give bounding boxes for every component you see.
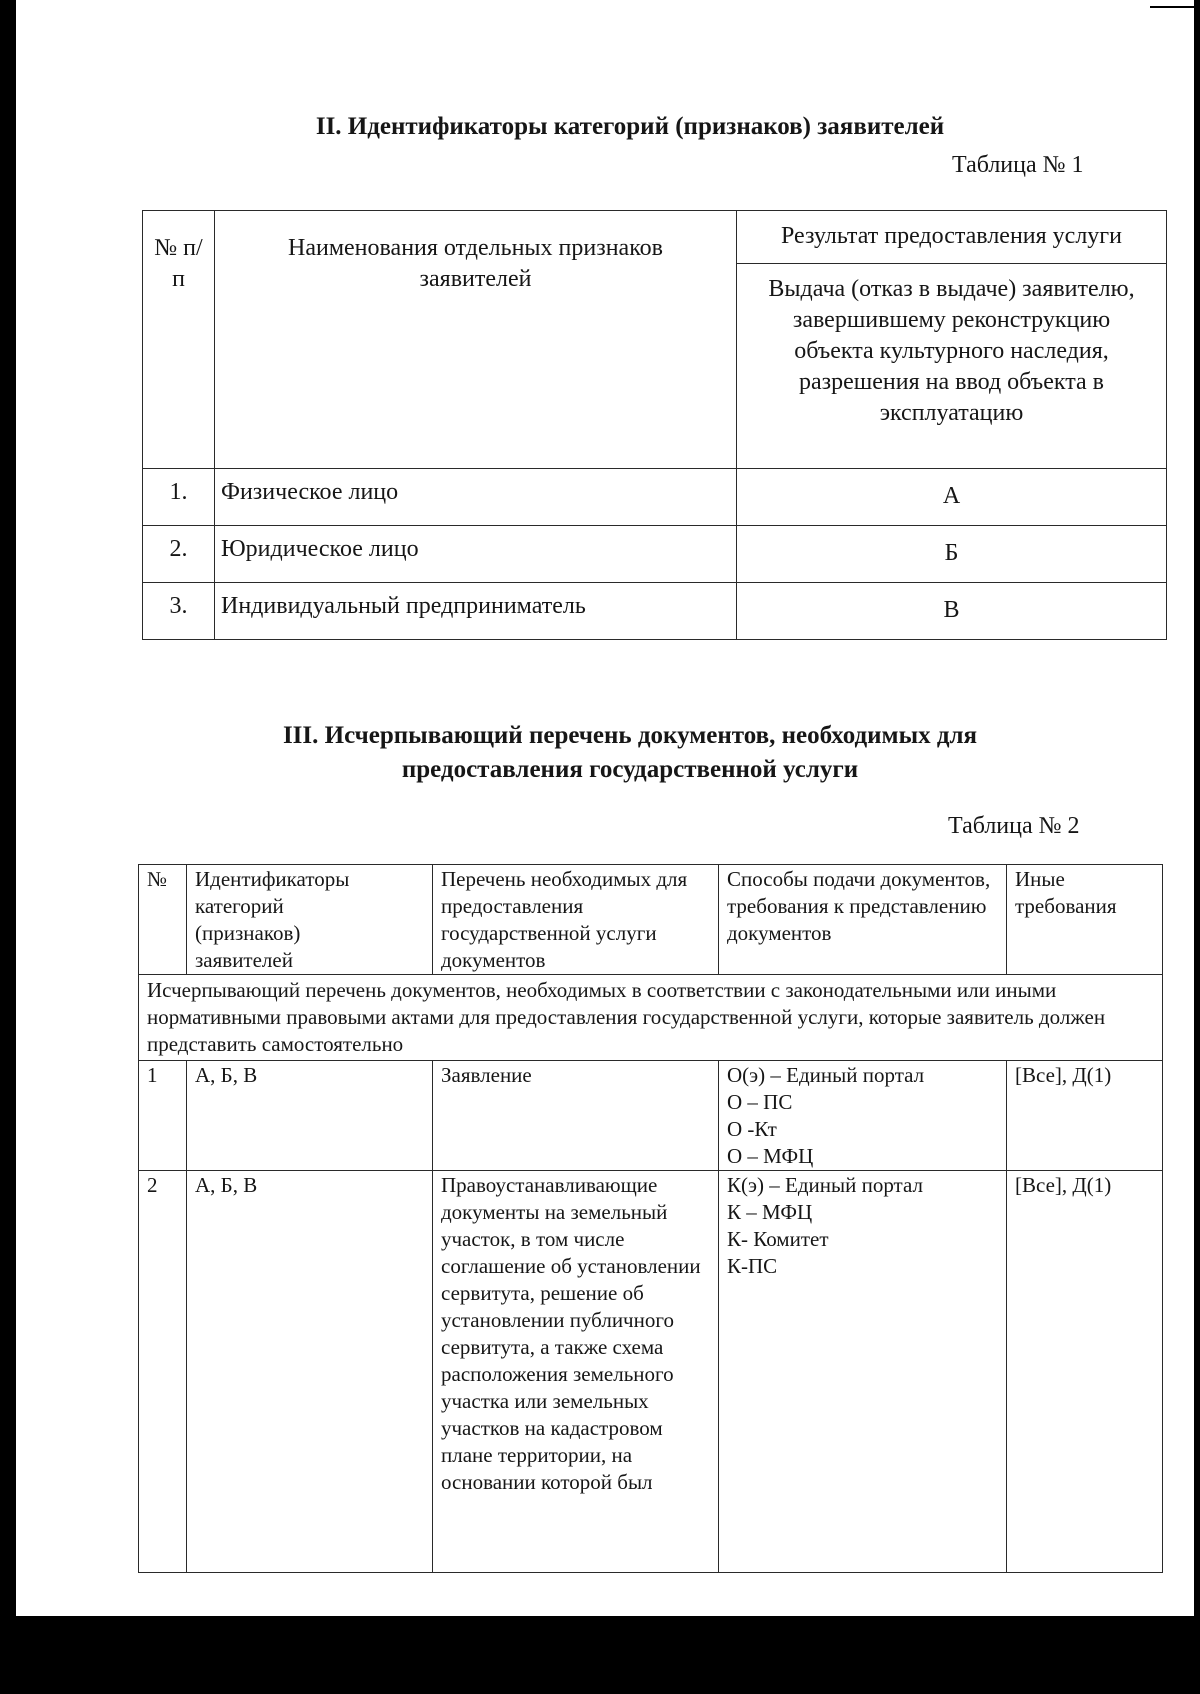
table-row — [139, 1061, 1163, 1171]
category-code: Б — [737, 526, 1167, 583]
row-number: 1 — [139, 1061, 187, 1171]
method-item: О – МФЦ — [727, 1144, 814, 1168]
applicant-feature: Юридическое лицо — [215, 526, 737, 583]
scan-bottom-border — [0, 1616, 1200, 1694]
other-requirements: [Все], Д(1) — [1007, 1171, 1163, 1573]
document-name: Заявление — [433, 1061, 719, 1171]
method-item: К- Комитет — [727, 1227, 829, 1251]
submission-methods — [719, 1061, 1007, 1171]
table-1-label: Таблица № 1 — [952, 152, 1084, 178]
method-item: О – ПС — [727, 1090, 793, 1114]
header-number: № — [139, 865, 187, 975]
method-item: О(э) – Единый портал — [727, 1063, 925, 1087]
header-service-result: Результат предоставления услуги — [737, 211, 1167, 264]
header-applicant-ids: Идентификаторы категорий (признаков) заявителей — [187, 865, 433, 975]
category-code: В — [737, 583, 1167, 640]
applicant-feature: Физическое лицо — [215, 469, 737, 526]
method-item: К(э) – Единый портал — [727, 1173, 923, 1197]
table-row — [139, 1171, 1163, 1573]
table-row — [143, 469, 1167, 526]
method-item: О -Кт — [727, 1117, 777, 1141]
section-3-heading-line-1: III. Исчерпывающий перечень документов, необходимых для — [282, 722, 978, 749]
category-code: А — [737, 469, 1167, 526]
other-requirements: [Все], Д(1) — [1007, 1061, 1163, 1171]
applicant-feature: Индивидуальный предприниматель — [215, 583, 737, 640]
row-number: 2. — [143, 526, 215, 583]
row-number: 2 — [139, 1171, 187, 1573]
method-item: К-ПС — [727, 1254, 778, 1278]
header-result-description: Выдача (отказ в выдаче) заявителю, завершившему реконструкцию объекта культурного наследия, разрешения на ввод объекта в эксплуатацию — [737, 264, 1167, 469]
scan-left-border — [0, 0, 16, 1694]
row-number: 3. — [143, 583, 215, 640]
method-item: К – МФЦ — [727, 1200, 813, 1224]
document-name: Правоустанавливающие документы на земельный участок, в том числе соглашение об установлении сервитута, решение об установлении публичного сервитута, а также схема расположения земельного участка или земельных участков на кадастровом плане территории, на основании которой был — [433, 1171, 719, 1573]
documents-intro: Исчерпывающий перечень документов, необходимых в соответствии с законодательными или иными нормативными правовыми актами для предоставления государственной услуги, которые заявитель должен представить самостоятельно — [139, 975, 1163, 1061]
applicant-ids: А, Б, В — [187, 1171, 433, 1573]
required-documents-table — [138, 864, 1163, 1573]
header-applicant-features: Наименования отдельных признаков заявителей — [215, 211, 737, 469]
header-document-list: Перечень необходимых для предоставления государственной услуги документов — [433, 865, 719, 975]
section-2-heading: II. Идентификаторы категорий (признаков) заявителей — [315, 113, 945, 140]
applicant-categories-table — [142, 210, 1167, 640]
table-2-label: Таблица № 2 — [948, 813, 1080, 839]
header-number: № п/п — [143, 211, 215, 469]
header-submission-methods: Способы подачи документов, требования к представлению документов — [719, 865, 1007, 975]
header-other-requirements: Иные требования — [1007, 865, 1163, 975]
section-3-heading-line-2: предоставления государственной услуги — [401, 756, 859, 783]
applicant-ids: А, Б, В — [187, 1061, 433, 1171]
submission-methods — [719, 1171, 1007, 1573]
scan-top-mark — [1150, 6, 1200, 8]
table-row — [143, 583, 1167, 640]
row-number: 1. — [143, 469, 215, 526]
scan-right-border — [1194, 0, 1200, 1694]
table-row — [143, 526, 1167, 583]
